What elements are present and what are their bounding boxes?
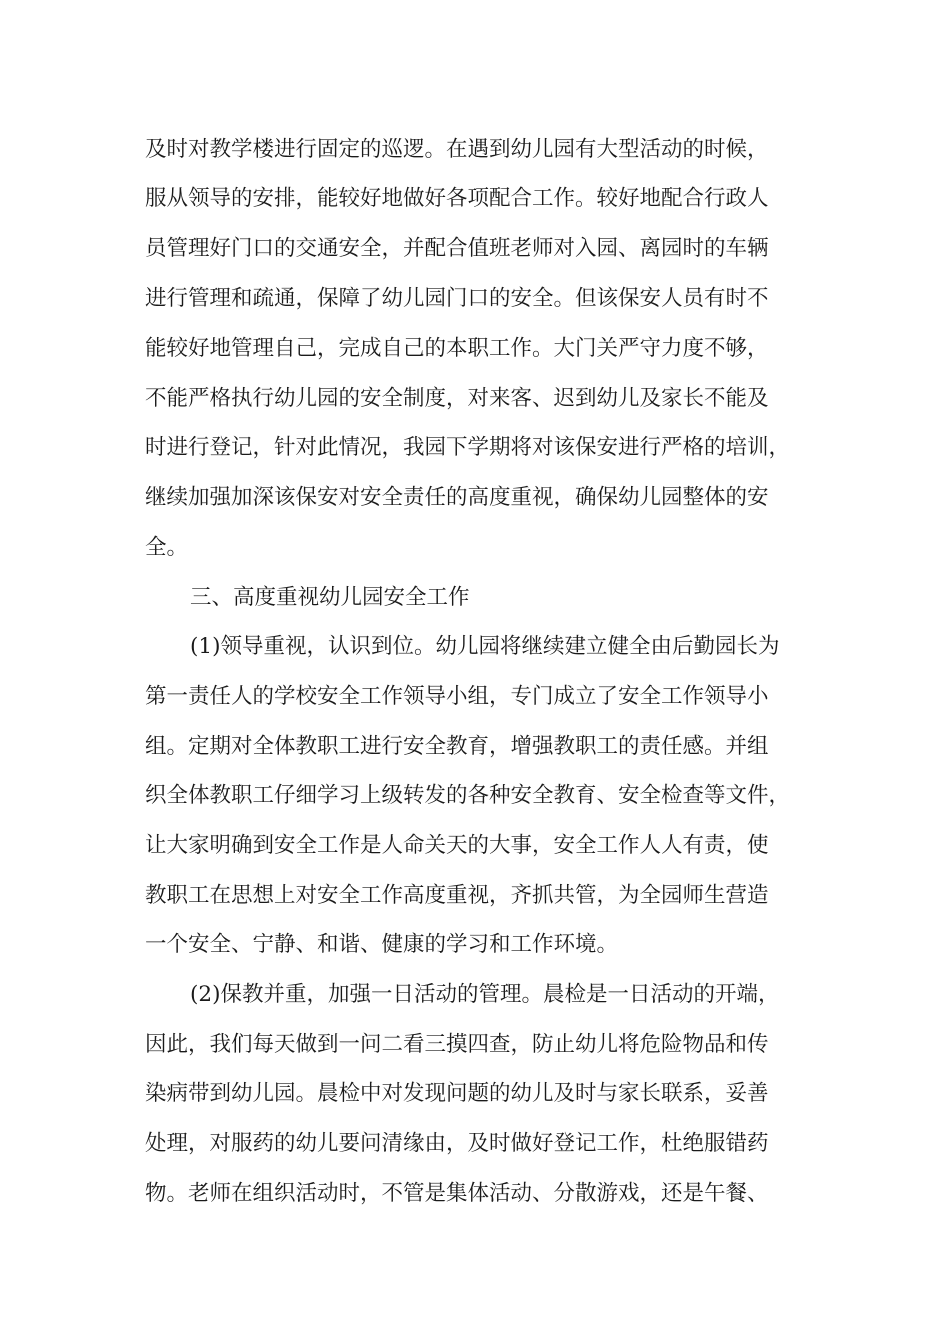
text-line: 物。老师在组织活动时，不管是集体活动、分散游戏，还是午餐、 bbox=[145, 1181, 769, 1206]
paragraph-first-line: (2)保教并重，加强一日活动的管理。晨检是一日活动的开端， bbox=[190, 982, 780, 1007]
text-line: 及时对教学楼进行固定的巡逻。在遇到幼儿园有大型活动的时候， bbox=[145, 137, 769, 162]
text-line: 让大家明确到安全工作是人命关天的大事，安全工作人人有责，使 bbox=[145, 833, 769, 858]
section-heading: 三、高度重视幼儿园安全工作 bbox=[190, 585, 470, 610]
text-line: 组。定期对全体教职工进行安全教育，增强教职工的责任感。并组 bbox=[145, 734, 769, 759]
text-line: 一个安全、宁静、和谐、健康的学习和工作环境。 bbox=[145, 932, 619, 957]
paragraph-first-line: (1)领导重视，认识到位。幼儿园将继续建立健全由后勤园长为 bbox=[190, 634, 780, 659]
text-line: 不能严格执行幼儿园的安全制度，对来客、迟到幼儿及家长不能及 bbox=[145, 386, 769, 411]
text-line: 全。 bbox=[145, 535, 189, 560]
text-line: 员管理好门口的交通安全，并配合值班老师对入园、离园时的车辆 bbox=[145, 236, 769, 261]
text-line: 时进行登记，针对此情况，我园下学期将对该保安进行严格的培训， bbox=[145, 435, 791, 460]
text-line: 因此，我们每天做到一问二看三摸四查，防止幼儿将危险物品和传 bbox=[145, 1032, 769, 1057]
text-line: 服从领导的安排，能较好地做好各项配合工作。较好地配合行政人 bbox=[145, 186, 769, 211]
text-line: 能较好地管理自己，完成自己的本职工作。大门关严守力度不够， bbox=[145, 336, 769, 361]
text-line: 织全体教职工仔细学习上级转发的各种安全教育、安全检查等文件， bbox=[145, 783, 791, 808]
text-line: 教职工在思想上对安全工作高度重视，齐抓共管，为全园师生营造 bbox=[145, 883, 769, 908]
text-line: 处理，对服药的幼儿要问清缘由，及时做好登记工作，杜绝服错药 bbox=[145, 1131, 769, 1156]
text-line: 第一责任人的学校安全工作领导小组，专门成立了安全工作领导小 bbox=[145, 684, 769, 709]
text-line: 进行管理和疏通，保障了幼儿园门口的安全。但该保安人员有时不 bbox=[145, 286, 769, 311]
text-line: 染病带到幼儿园。晨检中对发现问题的幼儿及时与家长联系，妥善 bbox=[145, 1081, 769, 1106]
text-line: 继续加强加深该保安对安全责任的高度重视，确保幼儿园整体的安 bbox=[145, 485, 769, 510]
